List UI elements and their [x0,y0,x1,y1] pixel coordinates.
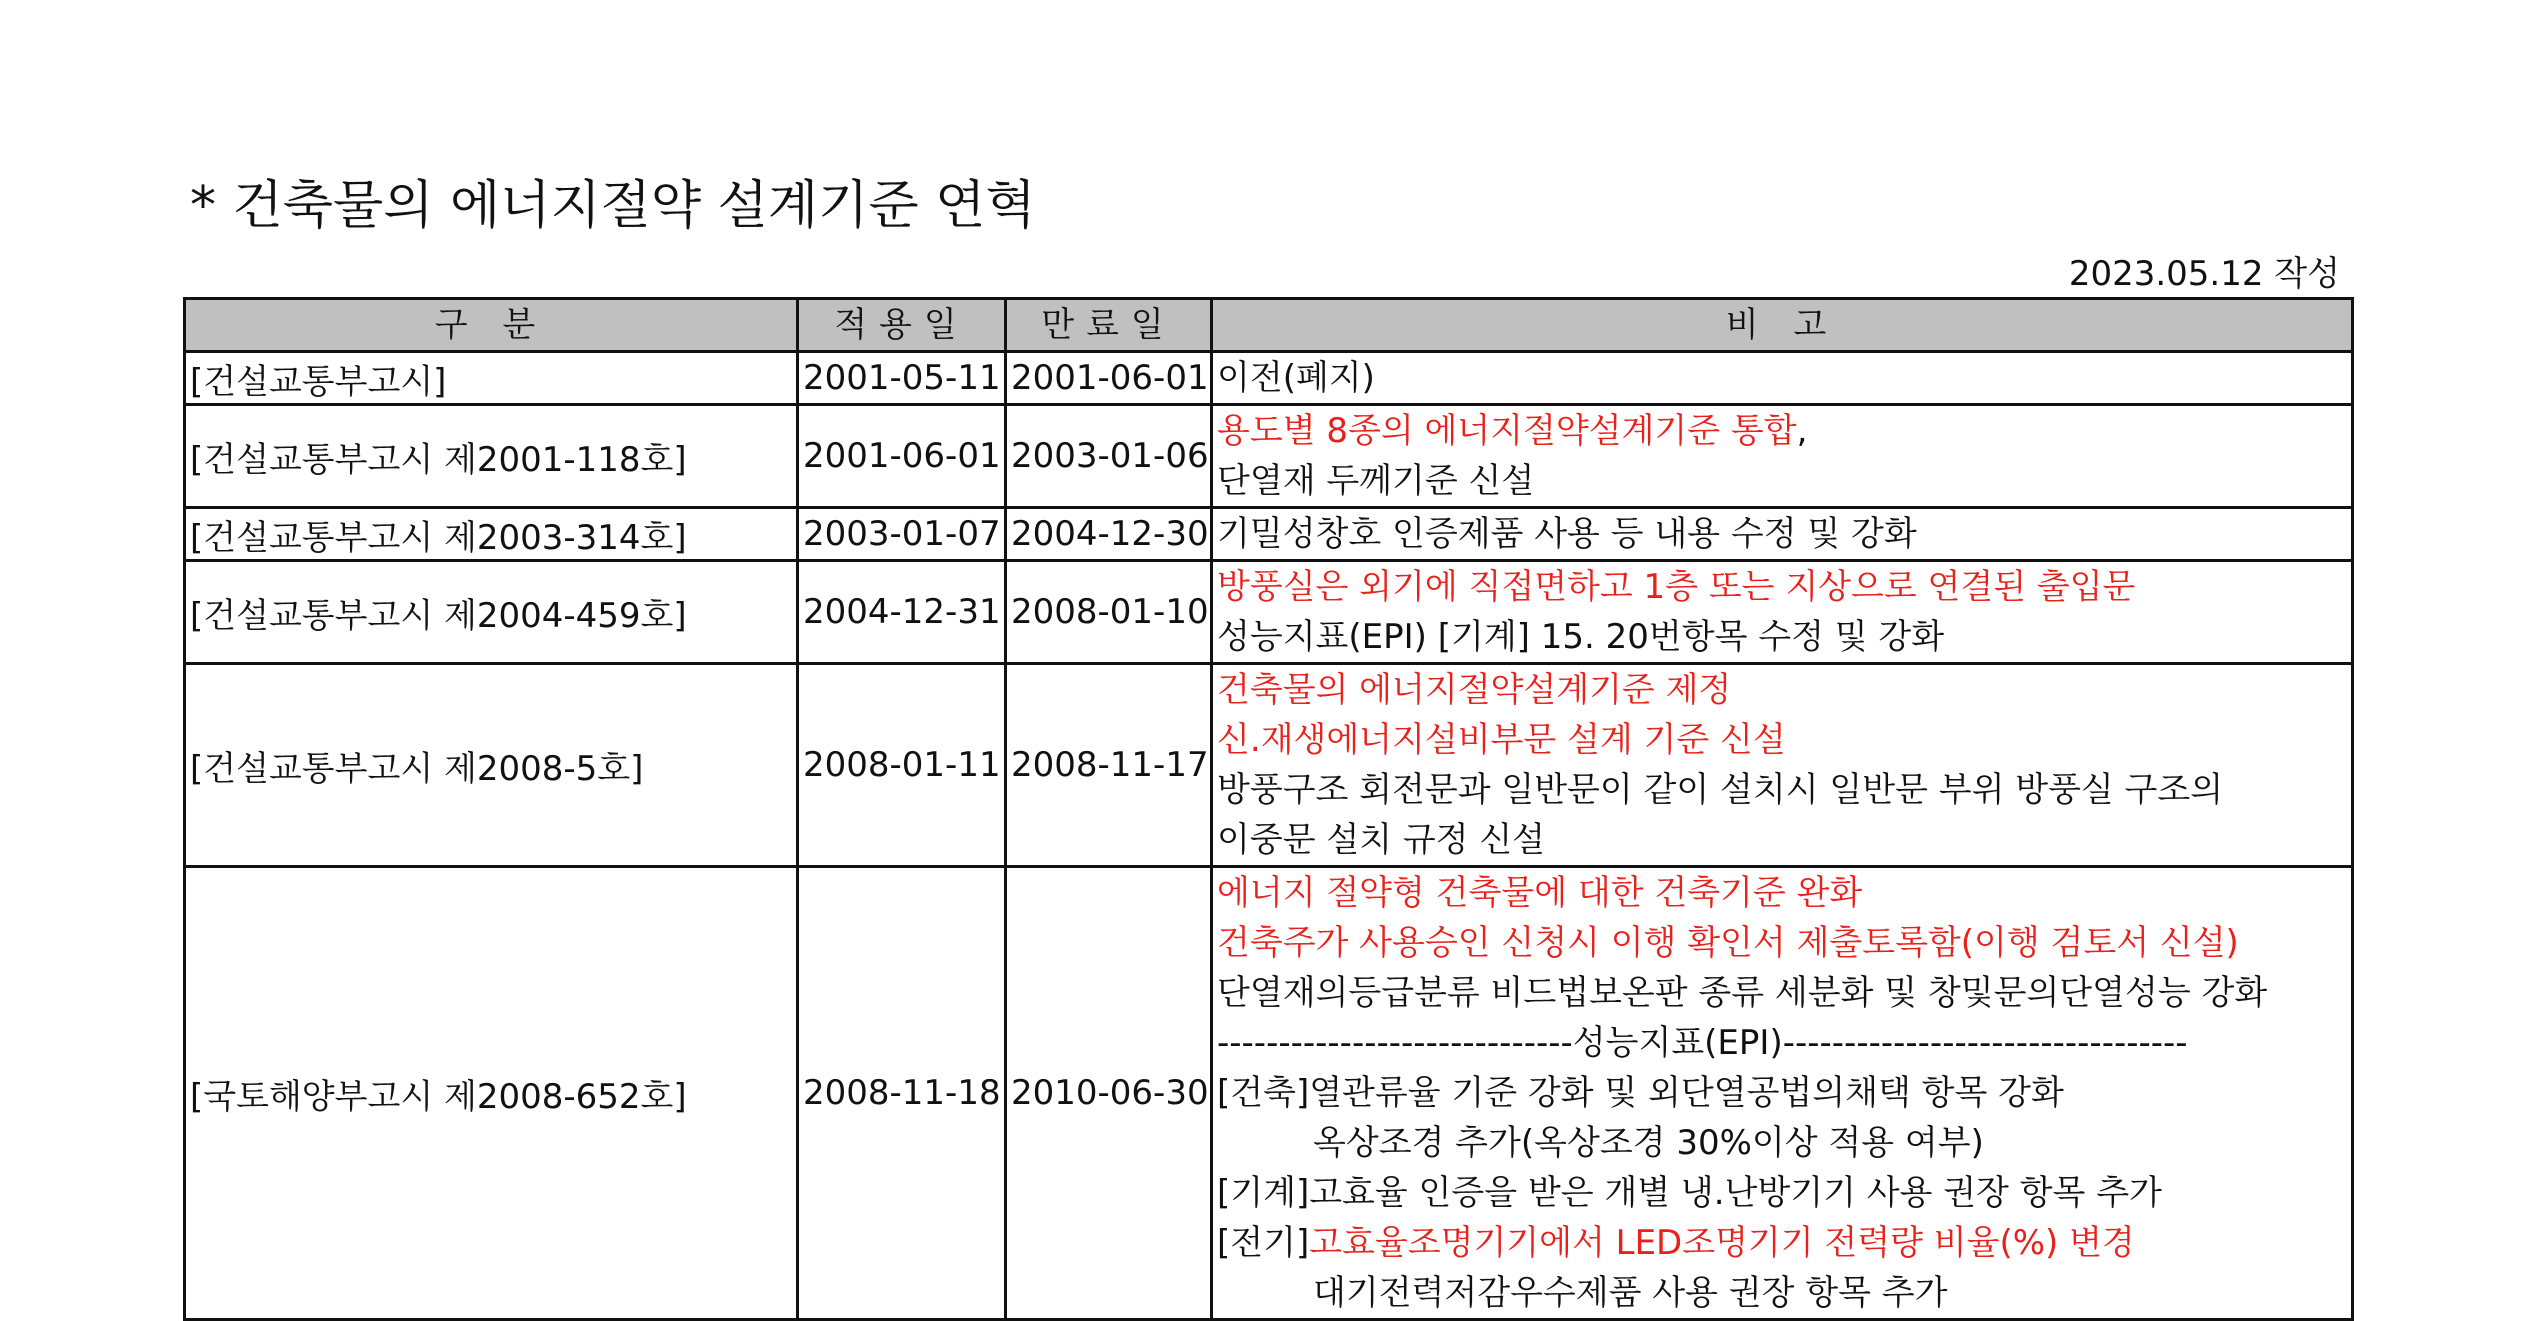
notice-name: [건설교통부고시 제2003-314호] [185,508,798,561]
remark-text: 이전(폐지) [1217,358,1375,398]
remark-emphasis-text: 용도별 8종의 에너지절약설계기준 통합 [1217,411,1797,451]
header-end-date: 만료일 [1006,299,1212,352]
remark-line [1217,715,2347,765]
table-row [185,405,2353,508]
table-row [185,561,2353,664]
notice-name: [국토해양부고시 제2008-652호] [185,867,798,1320]
remark-text: 단열재의등급분류 비드법보온판 종류 세분화 및 창및문의단열성능 강화 [1217,973,2268,1013]
end-date: 2008-01-10 [1006,561,1212,664]
table-row [185,352,2353,405]
remark-line [1217,353,2347,403]
remark-text: 방풍구조 회전문과 일반문이 같이 설치시 일반문 부위 방풍실 구조의 [1217,770,2224,810]
header-remarks: 비 고 [1212,299,2353,352]
remarks-cell [1212,867,2353,1320]
remark-text: 옥상조경 추가(옥상조경 30%이상 적용 여부) [1313,1123,1984,1163]
remark-line [1217,868,2347,918]
end-date: 2008-11-17 [1006,664,1212,867]
remark-text: [건축]열관류율 기준 강화 및 외단열공법의채택 항목 강화 [1217,1073,2064,1113]
remark-line [1217,509,2347,559]
history-table [183,297,2354,1321]
remark-emphasis-text: 건축물의 에너지절약설계기준 제정 [1217,670,1732,710]
remark-line [1217,456,2347,506]
remark-line [1217,1168,2347,1218]
written-date: 2023.05.12 작성 [2068,254,2340,294]
page-title: * 건축물의 에너지절약 설계기준 연혁 [190,176,1036,236]
start-date: 2008-11-18 [798,867,1006,1320]
table-header [185,299,2353,352]
start-date: 2001-06-01 [798,405,1006,508]
table-row [185,664,2353,867]
remark-line [1217,968,2347,1018]
remark-line [1217,562,2347,612]
remark-text: -----------------------------성능지표(EPI)--------------------------------- [1217,1023,2188,1063]
remark-line [1217,1218,2347,1268]
remark-text: , [1796,411,1808,451]
start-date: 2001-05-11 [798,352,1006,405]
end-date: 2004-12-30 [1006,508,1212,561]
remark-text: 이중문 설치 규정 신설 [1217,820,1546,860]
notice-name: [건설교통부고시 제2008-5호] [185,664,798,867]
remark-line [1217,612,2347,662]
header-start-date: 적용일 [798,299,1006,352]
notice-name: [건설교통부고시] [185,352,798,405]
table-body [185,352,2353,1320]
remark-line [1217,665,2347,715]
notice-name: [건설교통부고시 제2004-459호] [185,561,798,664]
remarks-cell [1212,561,2353,664]
remark-text: [기계]고효율 인증을 받은 개별 냉.난방기기 사용 권장 항목 추가 [1217,1173,2162,1213]
end-date: 2010-06-30 [1006,867,1212,1320]
end-date: 2001-06-01 [1006,352,1212,405]
header-category: 구 분 [185,299,798,352]
notice-name: [건설교통부고시 제2001-118호] [185,405,798,508]
remark-emphasis-text: 건축주가 사용승인 신청시 이행 확인서 제출토록함(이행 검토서 신설) [1217,923,2239,963]
remark-emphasis-text: 고효율조명기기에서 LED조명기기 전력량 비율(%) 변경 [1309,1223,2135,1263]
header-row [185,299,2353,352]
remark-line [1217,765,2347,815]
remark-line [1217,406,2347,456]
remark-line [1217,918,2347,968]
start-date: 2008-01-11 [798,664,1006,867]
remark-line [1217,1268,2347,1318]
remark-emphasis-text: 방풍실은 외기에 직접면하고 1층 또는 지상으로 연결된 출입문 [1217,567,2136,607]
remarks-cell [1212,508,2353,561]
remark-text: [전기] [1217,1223,1310,1263]
remark-emphasis-text: 신.재생에너지설비부문 설계 기준 신설 [1217,720,1786,760]
start-date: 2003-01-07 [798,508,1006,561]
table-row [185,867,2353,1320]
start-date: 2004-12-31 [798,561,1006,664]
end-date: 2003-01-06 [1006,405,1212,508]
remark-line [1217,1118,2347,1168]
remark-text: 단열재 두께기준 신설 [1217,461,1535,501]
remark-emphasis-text: 에너지 절약형 건축물에 대한 건축기준 완화 [1217,873,1863,913]
remark-text: 대기전력저감우수제품 사용 권장 항목 추가 [1313,1273,1948,1313]
table-row [185,508,2353,561]
remarks-cell [1212,352,2353,405]
remark-line [1217,1068,2347,1118]
remark-line [1217,1018,2347,1068]
remarks-cell [1212,405,2353,508]
remarks-cell [1212,664,2353,867]
remark-line [1217,815,2347,865]
remark-text: 기밀성창호 인증제품 사용 등 내용 수정 및 강화 [1217,514,1917,554]
remark-text: 성능지표(EPI) [기계] 15. 20번항목 수정 및 강화 [1217,617,1945,657]
